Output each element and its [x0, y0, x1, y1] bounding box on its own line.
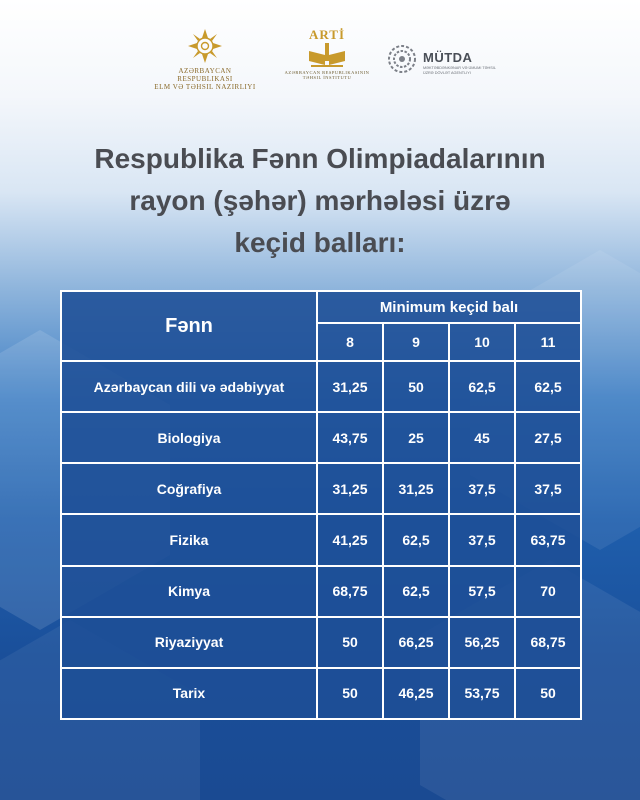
- table-row: [61, 668, 581, 719]
- score-cell: 31,25: [317, 361, 383, 412]
- subject-cell: Riyaziyyat: [61, 617, 317, 668]
- score-cell: 25: [383, 412, 449, 463]
- minimum-score-header: Minimum keçid balı: [317, 291, 581, 323]
- mutda-caption: MƏKTƏBDƏNKƏNAR VƏ ÜMUMI TƏHSIL ÜZRƏ DÖVLƏT AGENTLIYI: [423, 66, 496, 75]
- score-cell: 50: [515, 668, 581, 719]
- score-cell: 62,5: [383, 566, 449, 617]
- subject-cell: Azərbaycan dili və ədəbiyyat: [61, 361, 317, 412]
- page-title: [40, 138, 600, 264]
- mutda-emblem-icon: [385, 42, 419, 76]
- ministry-name-line1: AZƏRBAYCAN RESPUBLIKASI: [177, 67, 233, 83]
- table-row: [61, 617, 581, 668]
- score-cell: 31,25: [383, 463, 449, 514]
- score-cell: 46,25: [383, 668, 449, 719]
- title-line-3: keçid balları:: [234, 227, 406, 258]
- table-row: [61, 463, 581, 514]
- score-cell: 27,5: [515, 412, 581, 463]
- score-cell: 53,75: [449, 668, 515, 719]
- score-cell: 63,75: [515, 514, 581, 565]
- subject-cell: Kimya: [61, 566, 317, 617]
- title-line-2: rayon (şəhər) mərhələsi üzrə: [129, 185, 511, 216]
- table-row: [61, 412, 581, 463]
- ministry-name-line2: ELM VƏ TƏHSIL NAZIRLIYI: [154, 83, 256, 91]
- subject-cell: Tarix: [61, 668, 317, 719]
- logo-bar: [0, 28, 640, 98]
- table-row: [61, 361, 581, 412]
- score-cell: 37,5: [515, 463, 581, 514]
- score-cell: 43,75: [317, 412, 383, 463]
- score-cell: 50: [317, 617, 383, 668]
- subject-column-header: Fənn: [61, 291, 317, 361]
- table-row: [61, 514, 581, 565]
- title-line-1: Respublika Fənn Olimpiadalarının: [94, 143, 546, 174]
- subject-cell: Coğrafiya: [61, 463, 317, 514]
- score-cell: 62,5: [449, 361, 515, 412]
- grade-header: 8: [317, 323, 383, 361]
- grade-header: 11: [515, 323, 581, 361]
- score-cell: 50: [317, 668, 383, 719]
- score-cell: 56,25: [449, 617, 515, 668]
- table-row: [61, 566, 581, 617]
- arti-caption: AZƏRBAYCAN RESPUBLIKASININ TƏHSIL İNSTITUTU: [284, 70, 370, 80]
- subject-cell: Biologiya: [61, 412, 317, 463]
- score-cell: 62,5: [383, 514, 449, 565]
- grade-header: 9: [383, 323, 449, 361]
- score-cell: 37,5: [449, 463, 515, 514]
- score-cell: 70: [515, 566, 581, 617]
- score-cell: 50: [383, 361, 449, 412]
- ministry-emblem-icon: [187, 28, 223, 64]
- ministry-logo: [150, 28, 260, 91]
- score-cell: 68,75: [515, 617, 581, 668]
- subject-cell: Fizika: [61, 514, 317, 565]
- score-cell: 66,25: [383, 617, 449, 668]
- score-cell: 57,5: [449, 566, 515, 617]
- arti-name: ARTİ: [308, 27, 346, 42]
- score-cell: 31,25: [317, 463, 383, 514]
- book-icon: [307, 43, 347, 69]
- passing-scores-table: [60, 290, 582, 720]
- score-cell: 37,5: [449, 514, 515, 565]
- score-cell: 41,25: [317, 514, 383, 565]
- grade-header: 10: [449, 323, 515, 361]
- score-cell: 62,5: [515, 361, 581, 412]
- score-cell: 45: [449, 412, 515, 463]
- score-cell: 68,75: [317, 566, 383, 617]
- mutda-name: MÜTDA: [423, 50, 473, 65]
- arti-logo: [282, 28, 372, 80]
